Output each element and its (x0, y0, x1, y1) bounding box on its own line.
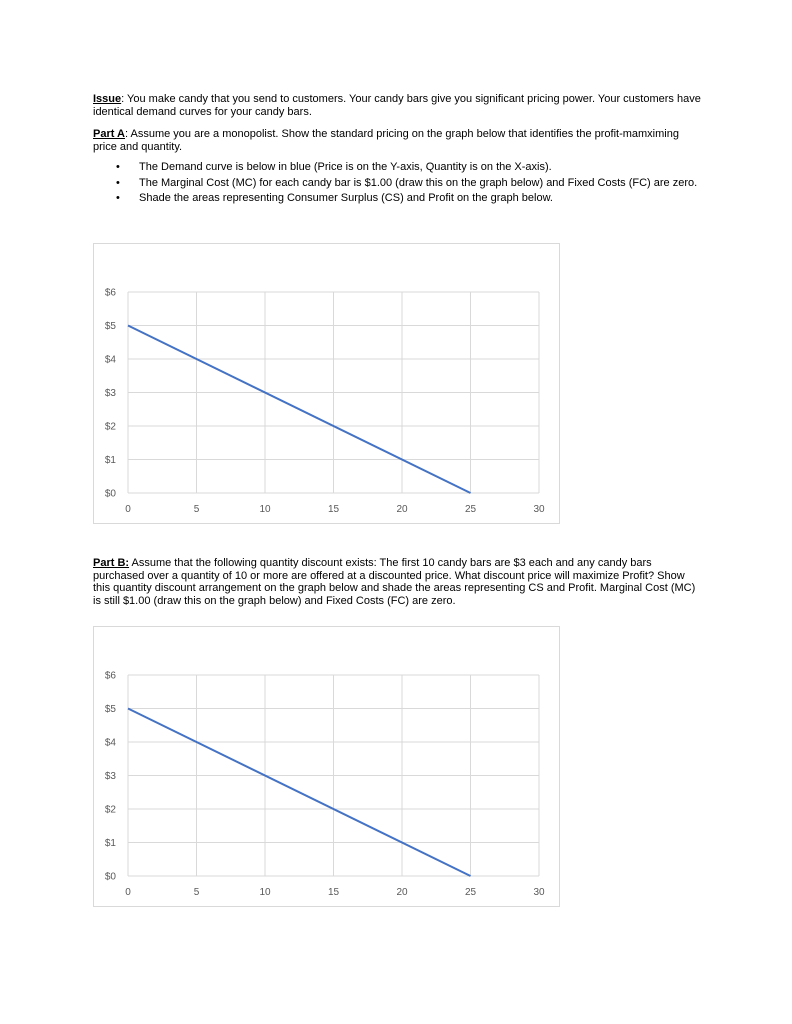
y-tick-label: $0 (104, 488, 116, 500)
issue-paragraph (93, 93, 703, 118)
part-b-paragraph (93, 557, 703, 607)
x-tick-label: 0 (125, 887, 131, 898)
bullet-icon: • (116, 192, 120, 204)
x-tick-label: 25 (464, 504, 477, 515)
chart-part-a (93, 243, 560, 524)
y-tick-label: $1 (104, 838, 116, 849)
y-tick-label: $0 (104, 871, 116, 883)
y-tick-label: $6 (104, 287, 116, 299)
x-tick-label: 5 (193, 504, 200, 515)
chart-part-a-svg (94, 244, 559, 523)
y-tick-label: $2 (104, 421, 116, 433)
chart-part-b (93, 626, 560, 907)
x-tick-label: 15 (327, 504, 340, 515)
part-b-label: Part B: (93, 557, 130, 569)
x-tick-label: 10 (259, 504, 271, 515)
issue-label: Issue (93, 93, 122, 105)
part-a-paragraph (93, 128, 703, 153)
part-a-bullet-list (93, 161, 703, 205)
chart-part-b-svg (94, 627, 559, 906)
part-b-section (93, 557, 703, 617)
y-tick-label: $5 (104, 704, 116, 715)
y-tick-label: $3 (104, 388, 116, 399)
y-tick-label: $6 (104, 670, 116, 682)
part-b-text: Assume that the following quantity discount exists: The first 10 candy bars are $3 each and any candy bars purchased over a quantity of 10 or more are offered at a discounted price. What discount price will maximize Profit? Show this quantity discount arrangement on the graph below and shade the areas representing CS and Profit. Marginal Cost (MC) is still $1.00 (draw this on the graph below) and Fixed Costs (FC) are zero. (93, 557, 696, 607)
document-body (93, 93, 703, 208)
part-a-label: Part A (93, 128, 125, 140)
x-tick-label: 30 (533, 887, 545, 898)
bullet-icon: • (116, 161, 120, 173)
part-a-text: : Assume you are a monopolist. Show the standard pricing on the graph below that identifies the profit-mamximing price and quantity. (93, 128, 679, 153)
y-tick-label: $3 (104, 771, 116, 782)
y-tick-label: $4 (104, 737, 116, 749)
bullet-item (93, 161, 703, 174)
x-tick-label: 20 (396, 504, 408, 515)
x-tick-label: 20 (396, 887, 408, 898)
bullet-text: Shade the areas representing Consumer Surplus (CS) and Profit on the graph below. (139, 192, 553, 204)
demand-curve-line (128, 709, 471, 877)
x-tick-label: 10 (259, 887, 271, 898)
demand-curve-line (128, 326, 471, 494)
issue-text: : You make candy that you send to customers. Your candy bars give you significant pricing power. Your customers have identical demand curves for your candy bars. (93, 93, 701, 118)
x-tick-label: 5 (193, 887, 200, 898)
bullet-icon: • (116, 176, 120, 189)
bullet-item (93, 177, 703, 190)
bullet-text: The Demand curve is below in blue (Price is on the Y-axis, Quantity is on the X-axis). (139, 161, 552, 173)
x-tick-label: 25 (464, 887, 477, 898)
x-tick-label: 0 (125, 504, 131, 515)
bullet-item (93, 192, 703, 205)
x-tick-label: 30 (533, 504, 545, 515)
y-tick-label: $2 (104, 804, 116, 816)
y-tick-label: $4 (104, 354, 116, 366)
y-tick-label: $1 (104, 455, 116, 466)
bullet-text: The Marginal Cost (MC) for each candy bar is $1.00 (draw this on the graph below) and Fixed Costs (FC) are zero. (139, 176, 698, 189)
x-tick-label: 15 (327, 887, 340, 898)
y-tick-label: $5 (104, 321, 116, 332)
